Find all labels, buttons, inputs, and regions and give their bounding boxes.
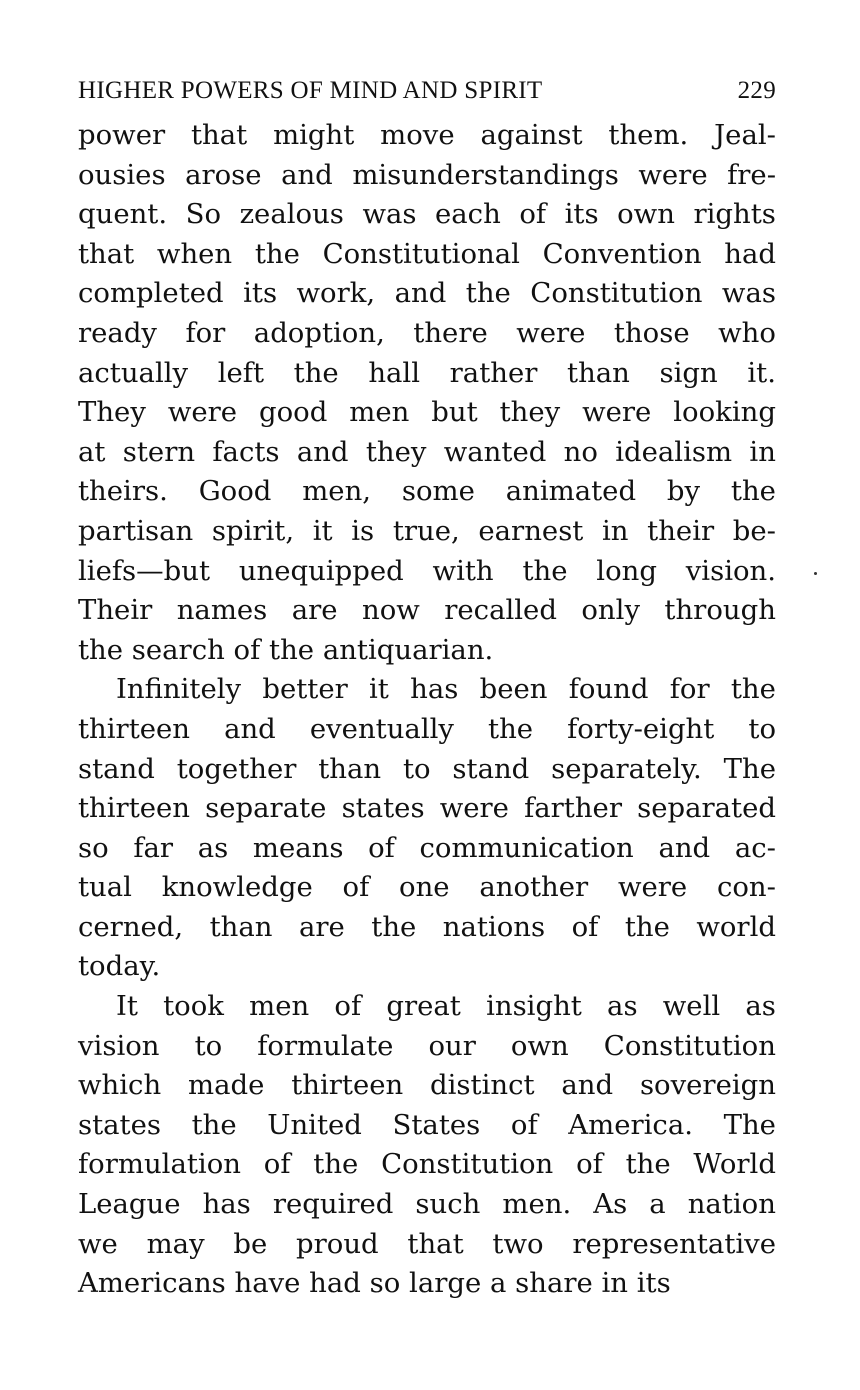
text-line: ready for adoption, there were those who [78,316,776,349]
text-line: which made thirteen distinct and sovereign [78,1069,776,1102]
text-line: theirs. Good men, some animated by the [78,475,776,508]
text-line: today. [78,950,161,983]
text-line: It took men of great insight as well as [116,990,776,1023]
text-line: the search of the antiquarian. [78,633,494,666]
paragraph [78,670,776,987]
text-line: Their names are now recalled only through [78,594,776,627]
text-line: partisan spirit, it is true, earnest in their be- [78,514,776,547]
text-line: cerned, than are the nations of the world [78,910,776,943]
text-line: Infinitely better it has been found for the [116,673,776,706]
text-line: ousies arose and misunderstandings were fre- [78,158,776,191]
text-line: at stern facts and they wanted no idealism in [78,435,776,468]
text-line: we may be proud that two representative [78,1227,776,1260]
text-line: states the United States of America. The [78,1108,776,1141]
paragraph [78,116,776,670]
text-line: thirteen separate states were farther separated [78,792,776,825]
book-page [78,72,776,1304]
running-head [78,72,776,116]
paragraph [78,987,776,1304]
running-head-title: HIGHER POWERS OF MIND AND SPIRIT [78,77,543,104]
text-line: Americans have had so large a share in its [78,1267,671,1300]
text-line: actually left the hall rather than sign it. [78,356,776,389]
page-number: 229 [737,77,776,104]
text-line: quent. So zealous was each of its own rights [78,198,776,231]
text-line: formulation of the Constitution of the World [78,1148,776,1181]
body-text [78,116,776,1304]
text-line: power that might move against them. Jeal- [78,119,776,151]
text-line: vision to formulate our own Constitution [78,1029,776,1062]
text-line: League has required such men. As a nation [78,1188,776,1221]
text-line: so far as means of communication and ac- [78,831,776,864]
text-line: stand together than to stand separately. The [78,752,776,785]
text-line: completed its work, and the Constitution was [78,277,776,310]
text-line: They were good men but they were looking [78,396,776,429]
text-line: that when the Constitutional Convention had [78,237,776,270]
text-line: liefs—but unequipped with the long vision. [78,554,776,587]
text-line: tual knowledge of one another were con- [78,871,776,904]
print-speck [814,572,817,575]
text-line: thirteen and eventually the forty-eight to [78,712,776,745]
